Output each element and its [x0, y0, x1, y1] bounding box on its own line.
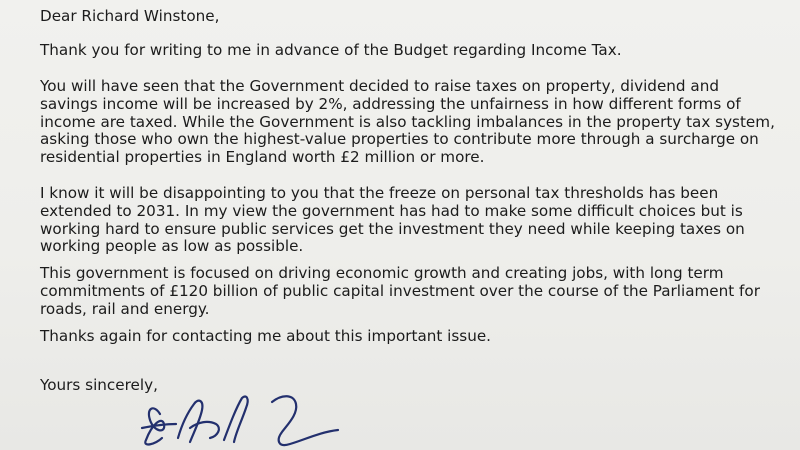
- salutation: Dear Richard Winstone,: [40, 7, 220, 25]
- paragraph-line: asking those who own the highest-value properties to contribute more through a surcharge on: [40, 130, 759, 149]
- paragraph-thanks: [40, 42, 622, 60]
- paragraph-threshold-freeze: [40, 185, 745, 256]
- paragraph-line: You will have seen that the Government decided to raise taxes on property, dividend and: [40, 77, 719, 95]
- paragraph-line: Thanks again for contacting me about this important issue.: [40, 327, 492, 345]
- paragraph-line: income are taxed. While the Government is also tackling imbalances in the property tax system,: [40, 112, 775, 131]
- signature-graphic: [132, 384, 342, 450]
- paragraph-investment: [40, 265, 760, 318]
- handwritten-signature: [132, 384, 342, 450]
- closing: Yours sincerely,: [40, 376, 158, 394]
- paragraph-line: savings income will be increased by 2%, addressing the unfairness in how different forms of: [40, 94, 741, 113]
- paragraph-line: This government is focused on driving economic growth and creating jobs, with long term: [40, 264, 724, 282]
- paragraph-line: working hard to ensure public services get the investment they need while keeping taxes on: [40, 219, 745, 238]
- paragraph-line: Thank you for writing to me in advance of the Budget regarding Income Tax.: [40, 41, 622, 59]
- paragraph-tax-changes: [40, 78, 775, 167]
- paragraph-line: residential properties in England worth £2 million or more.: [40, 148, 485, 167]
- paragraph-closing-thanks: [40, 328, 491, 346]
- paragraph-line: commitments of £120 billion of public capital investment over the course of the Parliament for: [40, 281, 760, 300]
- paragraph-line: roads, rail and energy.: [40, 299, 210, 318]
- paragraph-line: I know it will be disappointing to you that the freeze on personal tax thresholds has been: [40, 184, 719, 202]
- paragraph-line: working people as low as possible.: [40, 237, 304, 256]
- paragraph-line: extended to 2031. In my view the government has had to make some difficult choices but is: [40, 201, 743, 220]
